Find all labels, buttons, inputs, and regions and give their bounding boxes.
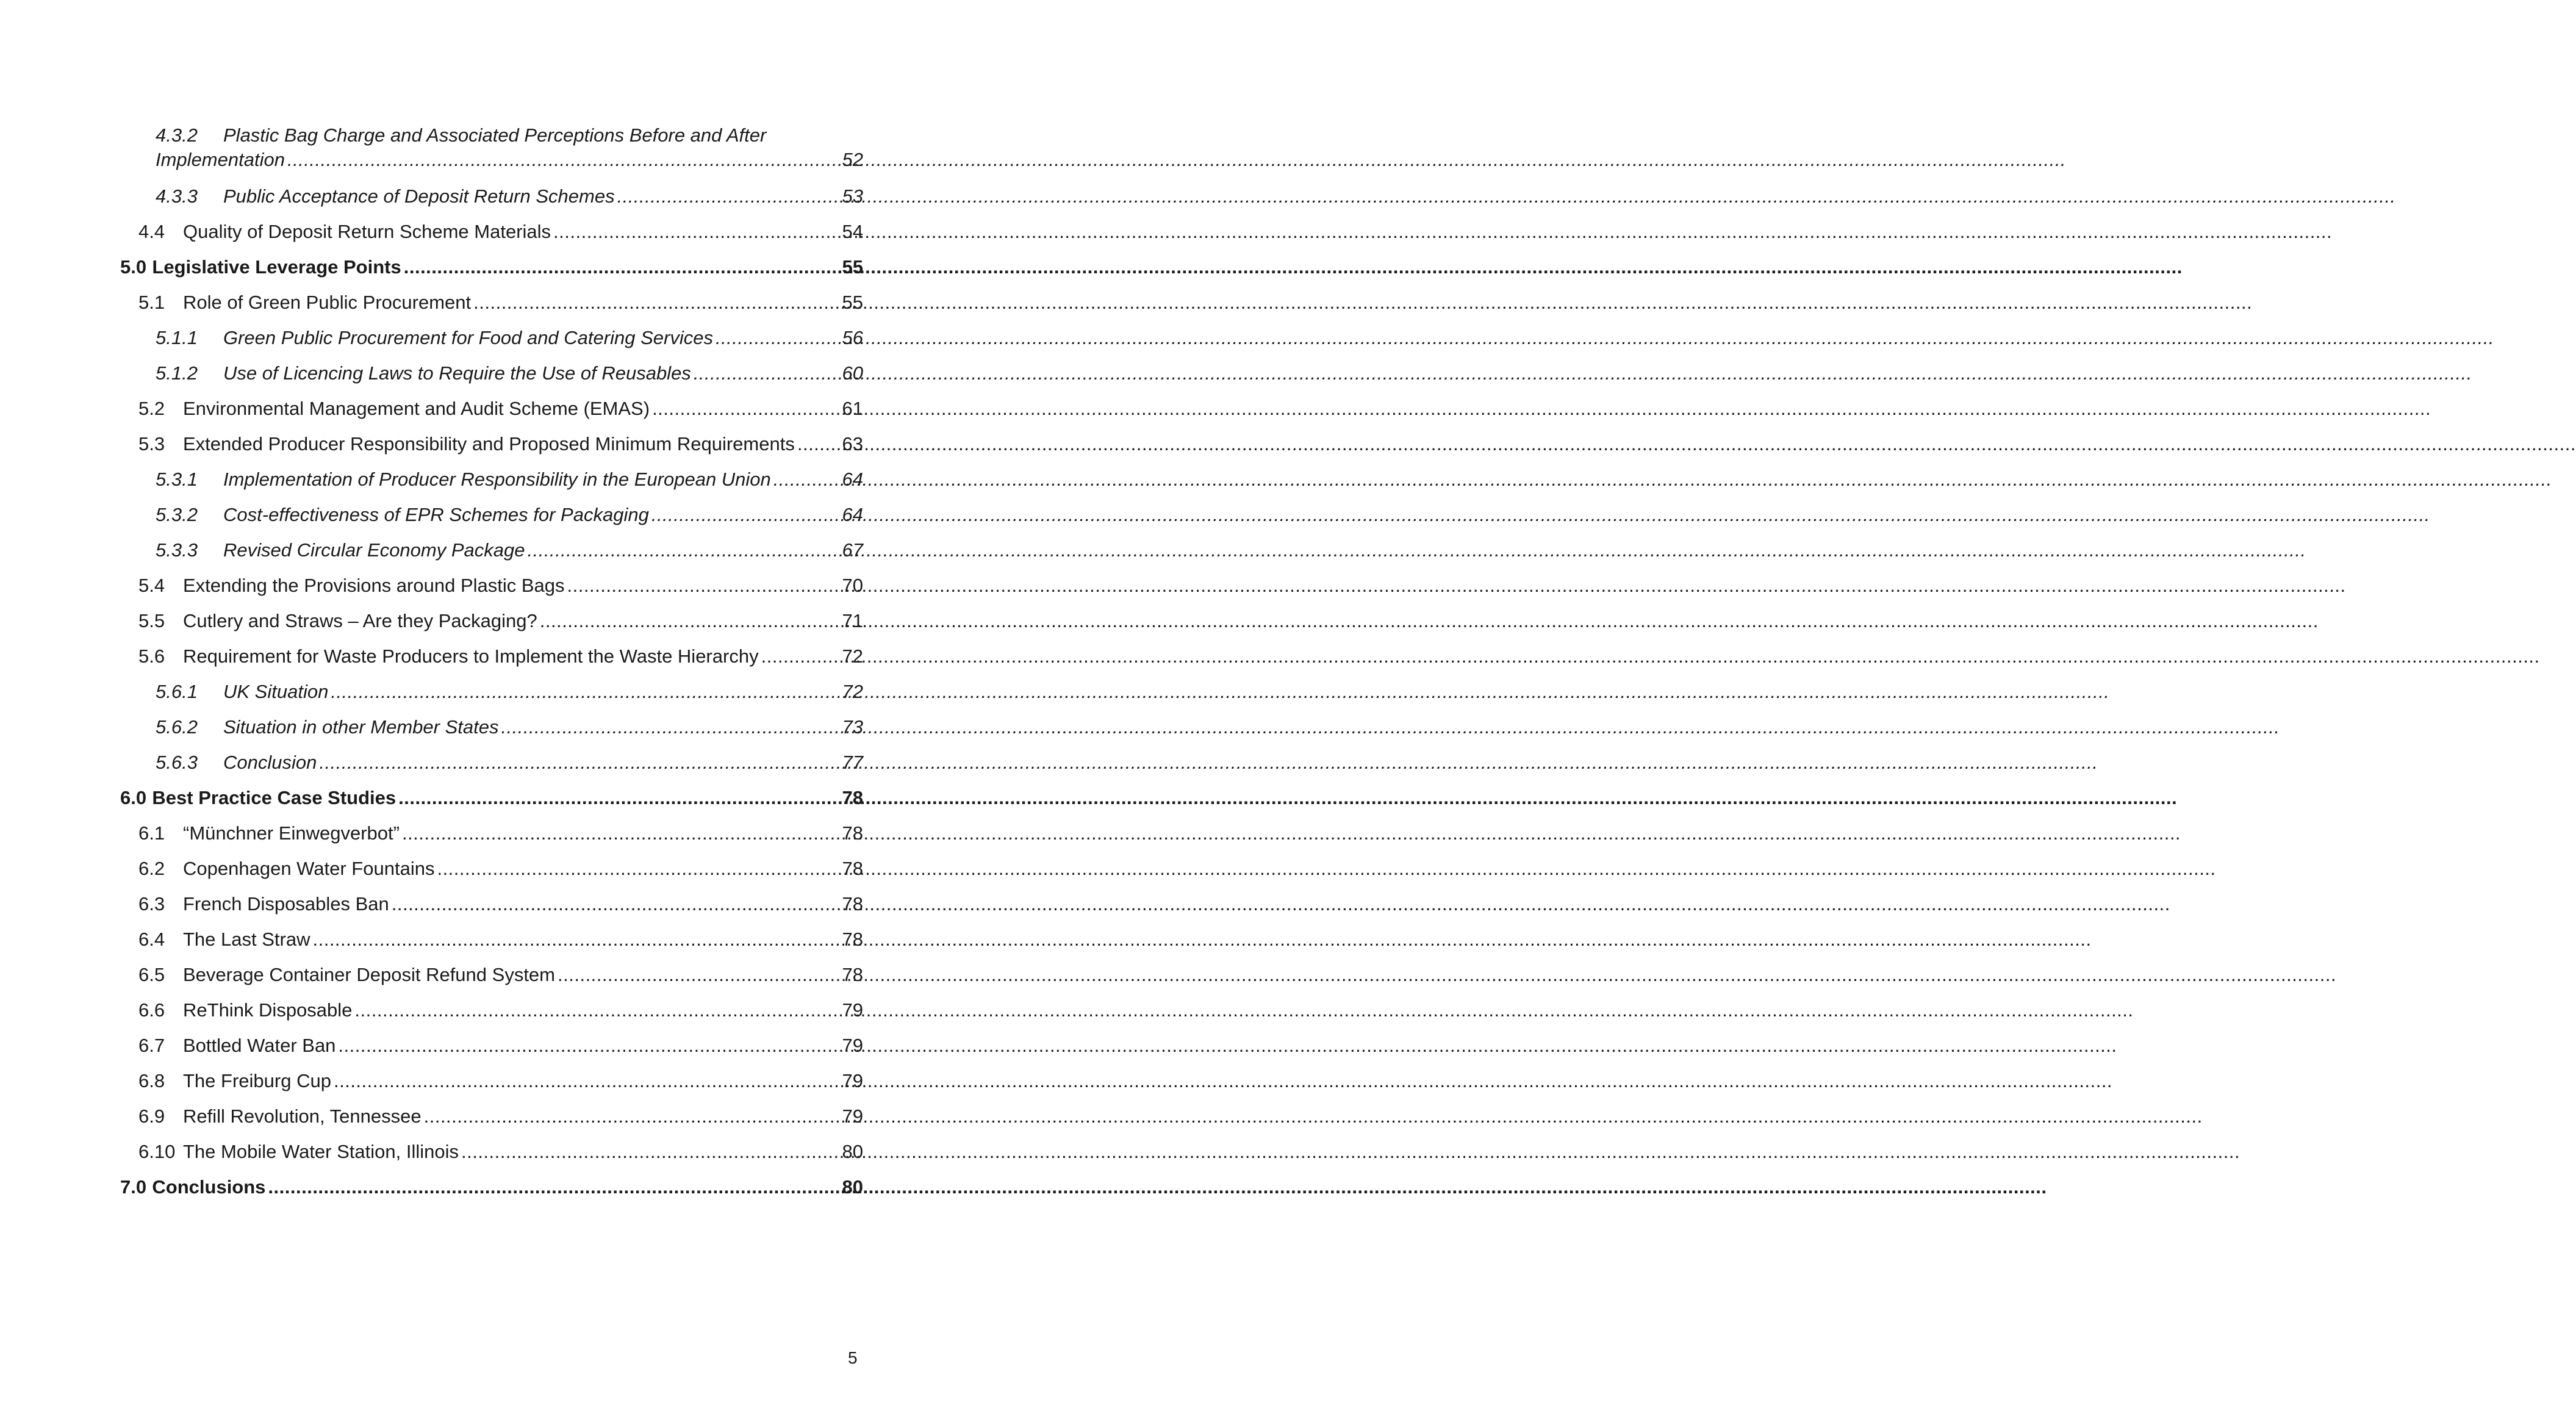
dot-leader [319, 750, 839, 775]
toc-entry-number: 5.6.3 [156, 752, 198, 773]
toc-entry-title: Refill Revolution, Tennessee [183, 1105, 422, 1127]
toc-entry-title: Conclusion [223, 752, 317, 773]
toc-entry[interactable] [120, 356, 863, 392]
toc-entry-page: 79 [842, 1070, 863, 1091]
page-number: 5 [848, 1348, 858, 1367]
toc-entry-title: Extending the Provisions around Plastic Bags [183, 575, 565, 596]
toc-entry[interactable] [120, 1029, 863, 1064]
dot-leader [651, 503, 840, 527]
dot-leader [334, 1069, 840, 1093]
toc-entry-number: 6.10 [138, 1141, 176, 1162]
toc-entry-number: 6.8 [138, 1070, 165, 1091]
toc-entry[interactable] [120, 1064, 863, 1099]
dot-leader [392, 892, 840, 916]
dot-leader [437, 857, 839, 881]
toc-entry-number: 5.2 [138, 398, 165, 419]
toc-entry[interactable] [120, 179, 863, 215]
toc-entry-number: 5.1.2 [156, 362, 198, 384]
toc-entry-page: 78 [842, 822, 863, 844]
toc-entry[interactable] [120, 498, 863, 533]
toc-entry-number: 6.2 [138, 858, 165, 879]
toc-entry[interactable] [120, 118, 863, 179]
toc-entry-title: Environmental Management and Audit Scheme (EMAS) [183, 398, 650, 419]
toc-list [120, 179, 863, 1206]
toc-entry-title: Situation in other Member States [223, 716, 499, 738]
toc-entry-number: 5.1.1 [156, 327, 198, 348]
toc-entry-title: Beverage Container Deposit Refund System [183, 964, 555, 985]
toc-entry[interactable] [120, 852, 863, 887]
toc-entry-title: ReThink Disposable [183, 999, 353, 1021]
toc-entry-title: Quality of Deposit Return Scheme Materials [183, 221, 551, 242]
toc-entry[interactable] [120, 816, 863, 852]
toc-entry-page: 78 [842, 858, 863, 879]
toc-entry-title: Best Practice Case Studies [152, 787, 396, 808]
toc-entry[interactable] [120, 781, 863, 816]
toc-entry-title: Green Public Procurement for Food and Catering Services [223, 327, 713, 348]
toc-entry-title: Cost-effectiveness of EPR Schemes for Packaging [223, 504, 649, 525]
toc-entry-number: 5.3.2 [156, 504, 198, 525]
toc-entry-title: UK Situation [223, 681, 329, 702]
toc-entry-number: 6.9 [138, 1105, 165, 1127]
toc-entry-title: Bottled Water Ban [183, 1035, 336, 1056]
toc-entry-number: 5.6.2 [156, 716, 198, 738]
toc-entry-title: Copenhagen Water Fountains [183, 858, 435, 879]
toc-entry[interactable] [120, 250, 863, 286]
dot-leader [528, 538, 840, 563]
toc-entry-title: “Münchner Einwegverbot” [183, 822, 400, 844]
dot-leader [761, 644, 840, 669]
toc-entry[interactable] [120, 710, 863, 746]
toc-entry-page: 72 [842, 681, 863, 702]
dot-leader [716, 326, 840, 350]
dot-leader [553, 220, 839, 244]
toc-entry-number: 5.3.1 [156, 469, 198, 490]
dot-leader [501, 715, 839, 739]
toc-entry-page: 71 [842, 610, 863, 631]
toc-entry-title: Revised Circular Economy Package [223, 539, 525, 561]
toc-entry[interactable] [120, 958, 863, 993]
toc-entry-title: The Freiburg Cup [183, 1070, 331, 1091]
dot-leader [354, 998, 839, 1023]
dot-leader [312, 927, 839, 952]
dot-leader [404, 255, 840, 279]
toc-entry-page: 79 [842, 1035, 863, 1056]
toc-entry[interactable] [120, 321, 863, 356]
toc-entry-number: 6.4 [138, 929, 165, 950]
toc-entry-number: 4.3.3 [156, 185, 198, 207]
toc-entry-title: The Last Straw [183, 929, 310, 950]
toc-entry-number: 6.3 [138, 893, 165, 915]
toc-entry-page: 78 [842, 893, 863, 915]
toc-entry-number: 5.6.1 [156, 681, 198, 702]
toc-entry[interactable] [120, 215, 863, 250]
toc-entry[interactable] [120, 1135, 863, 1170]
toc-entry[interactable] [120, 286, 863, 321]
table-of-contents [120, 118, 863, 1206]
toc-entry-title: Legislative Leverage Points [152, 256, 401, 278]
toc-entry-page: 78 [842, 964, 863, 985]
dot-leader [567, 573, 840, 598]
toc-entry[interactable] [120, 993, 863, 1029]
toc-entry-page: 79 [842, 999, 863, 1021]
dot-leader [461, 1140, 840, 1164]
dot-leader [652, 397, 839, 421]
toc-entry-page: 70 [842, 575, 863, 596]
toc-entry-page: 64 [842, 469, 863, 490]
dot-leader [797, 432, 840, 456]
toc-entry-number: 5.0 [120, 256, 147, 278]
toc-entry-title: French Disposables Ban [183, 893, 389, 915]
toc-entry-page: 53 [842, 185, 863, 207]
toc-entry-page: 52 [842, 149, 863, 170]
toc-entry[interactable] [120, 392, 863, 427]
dot-leader [617, 184, 840, 209]
toc-entry-title: Conclusions [152, 1176, 266, 1198]
toc-entry-number: 6.5 [138, 964, 165, 985]
toc-entry-title: Requirement for Waste Producers to Implement the Waste Hierarchy [183, 645, 759, 667]
toc-entry-page: 78 [842, 787, 863, 808]
toc-entry-title-continued: Implementation [156, 149, 285, 170]
toc-entry-number: 6.6 [138, 999, 165, 1021]
toc-entry-number: 5.5 [138, 610, 165, 631]
toc-entry-number: 5.3 [138, 433, 165, 455]
toc-entry-page: 55 [842, 256, 863, 278]
toc-entry[interactable] [120, 639, 863, 675]
dot-leader [558, 963, 840, 987]
dot-leader [338, 1033, 839, 1058]
dot-leader [773, 467, 840, 492]
dot-leader [694, 361, 840, 386]
dot-leader [331, 680, 839, 704]
toc-entry-page: 64 [842, 504, 863, 525]
toc-entry[interactable] [120, 569, 863, 604]
toc-entry-page: 67 [842, 539, 863, 561]
toc-entry-title: Public Acceptance of Deposit Return Schemes [223, 185, 615, 207]
toc-entry-page: 80 [842, 1141, 863, 1162]
dot-leader [540, 609, 840, 633]
toc-entry-title: The Mobile Water Station, Illinois [183, 1141, 459, 1162]
toc-entry-page: 80 [842, 1176, 863, 1198]
toc-entry[interactable] [120, 1170, 863, 1206]
toc-entry-page: 60 [842, 362, 863, 384]
toc-entry-title: Use of Licencing Laws to Require the Use of Reusables [223, 362, 691, 384]
dot-leader [398, 786, 839, 810]
toc-entry[interactable] [120, 462, 863, 498]
toc-entry-title: Implementation of Producer Responsibility in the European Union [223, 469, 771, 490]
toc-entry[interactable] [120, 427, 863, 462]
toc-entry-page: 56 [842, 327, 863, 348]
dot-leader [402, 821, 840, 846]
toc-entry-number: 4.3.2 [156, 124, 198, 146]
toc-entry[interactable] [120, 887, 863, 922]
toc-entry-number: 5.3.3 [156, 539, 198, 561]
toc-entry-title: Plastic Bag Charge and Associated Perceptions Before and After [223, 124, 767, 146]
toc-entry[interactable] [120, 1099, 863, 1135]
toc-entry[interactable] [120, 675, 863, 710]
toc-entry-page: 72 [842, 645, 863, 667]
toc-entry-page: 79 [842, 1105, 863, 1127]
toc-entry-number: 7.0 [120, 1176, 147, 1198]
toc-entry-page: 63 [842, 433, 863, 455]
dot-leader [424, 1104, 840, 1129]
toc-entry-number: 6.0 [120, 787, 147, 808]
toc-entry-number: 6.1 [138, 822, 165, 844]
toc-entry-title: Cutlery and Straws – Are they Packaging? [183, 610, 537, 631]
toc-entry-page: 78 [842, 929, 863, 950]
toc-entry[interactable] [120, 533, 863, 569]
toc-entry-title: Role of Green Public Procurement [183, 292, 472, 313]
toc-entry-page: 54 [842, 221, 863, 242]
toc-entry-number: 6.7 [138, 1035, 165, 1056]
toc-entry[interactable] [120, 922, 863, 958]
toc-entry-page: 55 [842, 292, 863, 313]
dot-leader [287, 148, 840, 172]
toc-entry-number: 5.4 [138, 575, 165, 596]
toc-entry-title: Extended Producer Responsibility and Proposed Minimum Requirements [183, 433, 795, 455]
dot-leader [268, 1175, 839, 1199]
dot-leader [473, 290, 839, 315]
toc-entry[interactable] [120, 746, 863, 781]
toc-entry-number: 5.1 [138, 292, 165, 313]
toc-entry-page: 61 [842, 398, 863, 419]
toc-entry-page: 77 [842, 752, 863, 773]
toc-entry[interactable] [120, 604, 863, 639]
toc-entry-number: 4.4 [138, 221, 165, 242]
toc-entry-number: 5.6 [138, 645, 165, 667]
toc-entry-page: 73 [842, 716, 863, 738]
